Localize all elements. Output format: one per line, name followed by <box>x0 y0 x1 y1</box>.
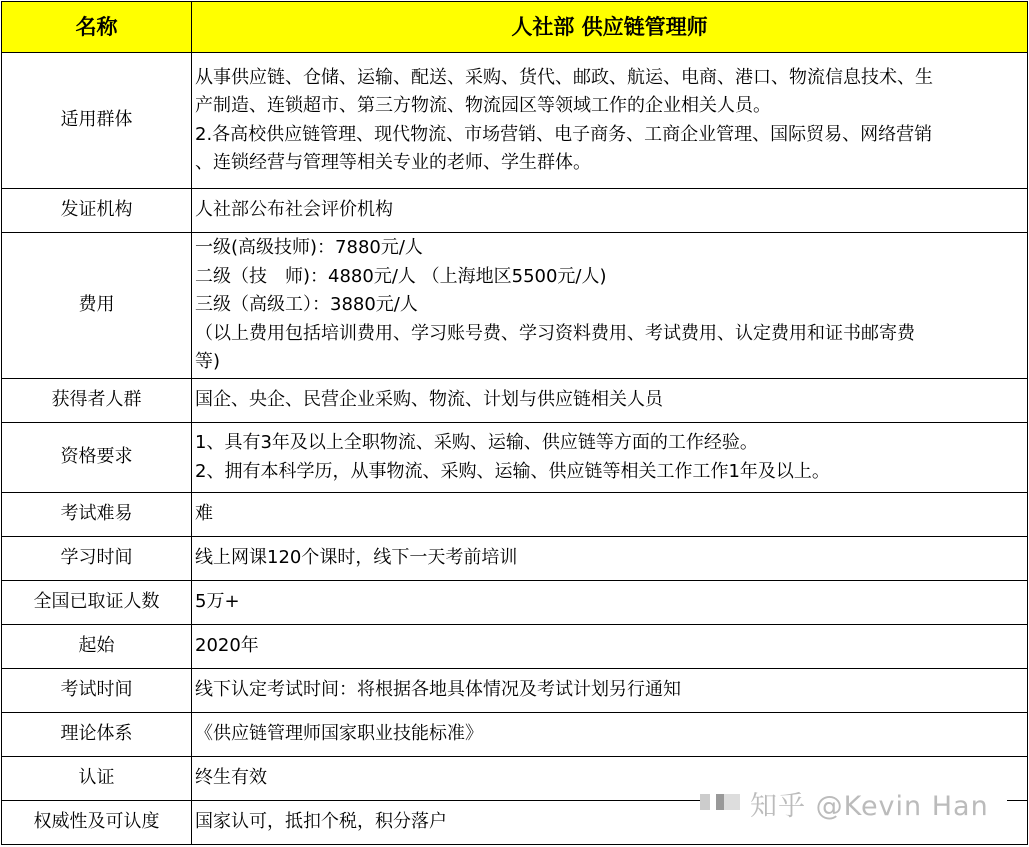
value-line: 难 <box>195 503 213 525</box>
value-line: 国企、央企、民营企业采购、物流、计划与供应链相关人员 <box>195 389 663 411</box>
value-line: 产制造、连锁超市、第三方物流、物流园区等领域工作的企业相关人员。 <box>195 95 771 116</box>
value-line: 2、拥有本科学历，从事物流、采购、运输、供应链等相关工作工作1年及以上。 <box>195 460 830 482</box>
row-label: 学习时间 <box>2 537 192 581</box>
row-label: 资格要求 <box>2 423 192 493</box>
watermark-text: 知乎 @Kevin Han <box>750 791 989 822</box>
value-line: 等) <box>195 351 221 373</box>
watermark <box>700 784 1007 823</box>
row-value <box>192 625 1028 669</box>
header-name: 名称 <box>2 2 192 53</box>
row-label: 考试时间 <box>2 669 192 713</box>
table-row <box>2 581 1028 625</box>
row-label: 适用群体 <box>2 53 192 189</box>
table-row <box>2 233 1028 379</box>
row-label: 全国已取证人数 <box>2 581 192 625</box>
table-row <box>2 669 1028 713</box>
value-line: 《供应链管理师国家职业技能标准》 <box>195 723 483 745</box>
row-label: 权威性及可认度 <box>2 801 192 845</box>
row-label: 认证 <box>2 757 192 801</box>
value-line: 一级(高级技师)：7880元/人 <box>195 237 423 259</box>
table-row <box>2 189 1028 233</box>
value-line: 线上网课120个课时，线下一天考前培训 <box>195 547 518 569</box>
row-label: 考试难易 <box>2 493 192 537</box>
table-row <box>2 537 1028 581</box>
row-label: 理论体系 <box>2 713 192 757</box>
value-line: 从事供应链、仓储、运输、配送、采购、货代、邮政、航运、电商、港口、物流信息技术、生 <box>195 66 933 88</box>
row-value <box>192 189 1028 233</box>
table-row <box>2 713 1028 757</box>
table-row <box>2 493 1028 537</box>
row-label: 费用 <box>2 233 192 379</box>
value-line: 二级（技 师)：4880元/人 （上海地区5500元/人) <box>195 265 607 287</box>
value-line: 人社部公布社会评价机构 <box>195 199 393 221</box>
value-line: 2020年 <box>195 635 259 657</box>
row-value <box>192 537 1028 581</box>
row-value <box>192 53 1028 189</box>
value-line: 国家认可，抵扣个税，积分落户 <box>195 811 447 833</box>
value-line: 、连锁经营与管理等相关专业的老师、学生群体。 <box>195 152 591 173</box>
row-value <box>192 423 1028 493</box>
info-table <box>1 1 1028 845</box>
table-row <box>2 423 1028 493</box>
row-value <box>192 669 1028 713</box>
value-line: 终生有效 <box>195 767 267 789</box>
value-line: 线下认定考试时间：将根据各地具体情况及考试计划另行通知 <box>195 679 681 701</box>
header-title: 人社部 供应链管理师 <box>192 2 1028 53</box>
header-row <box>2 2 1028 53</box>
row-value <box>192 233 1028 379</box>
value-line: 1、具有3年及以上全职物流、采购、运输、供应链等方面的工作经验。 <box>195 432 758 453</box>
row-value <box>192 581 1028 625</box>
row-label: 起始 <box>2 625 192 669</box>
row-value <box>192 493 1028 537</box>
table-row <box>2 379 1028 423</box>
value-line: （以上费用包括培训费用、学习账号费、学习资料费用、考试费用、认定费用和证书邮寄费 <box>195 322 915 344</box>
row-label: 获得者人群 <box>2 379 192 423</box>
row-value <box>192 713 1028 757</box>
value-line: 三级（高级工）：3880元/人 <box>195 294 418 316</box>
table-row <box>2 53 1028 189</box>
row-label: 发证机构 <box>2 189 192 233</box>
value-line: 5万+ <box>195 591 240 613</box>
value-line: 2.各高校供应链管理、现代物流、市场营销、电子商务、工商企业管理、国际贸易、网络营销 <box>195 123 933 145</box>
table-row <box>2 625 1028 669</box>
row-value <box>192 379 1028 423</box>
